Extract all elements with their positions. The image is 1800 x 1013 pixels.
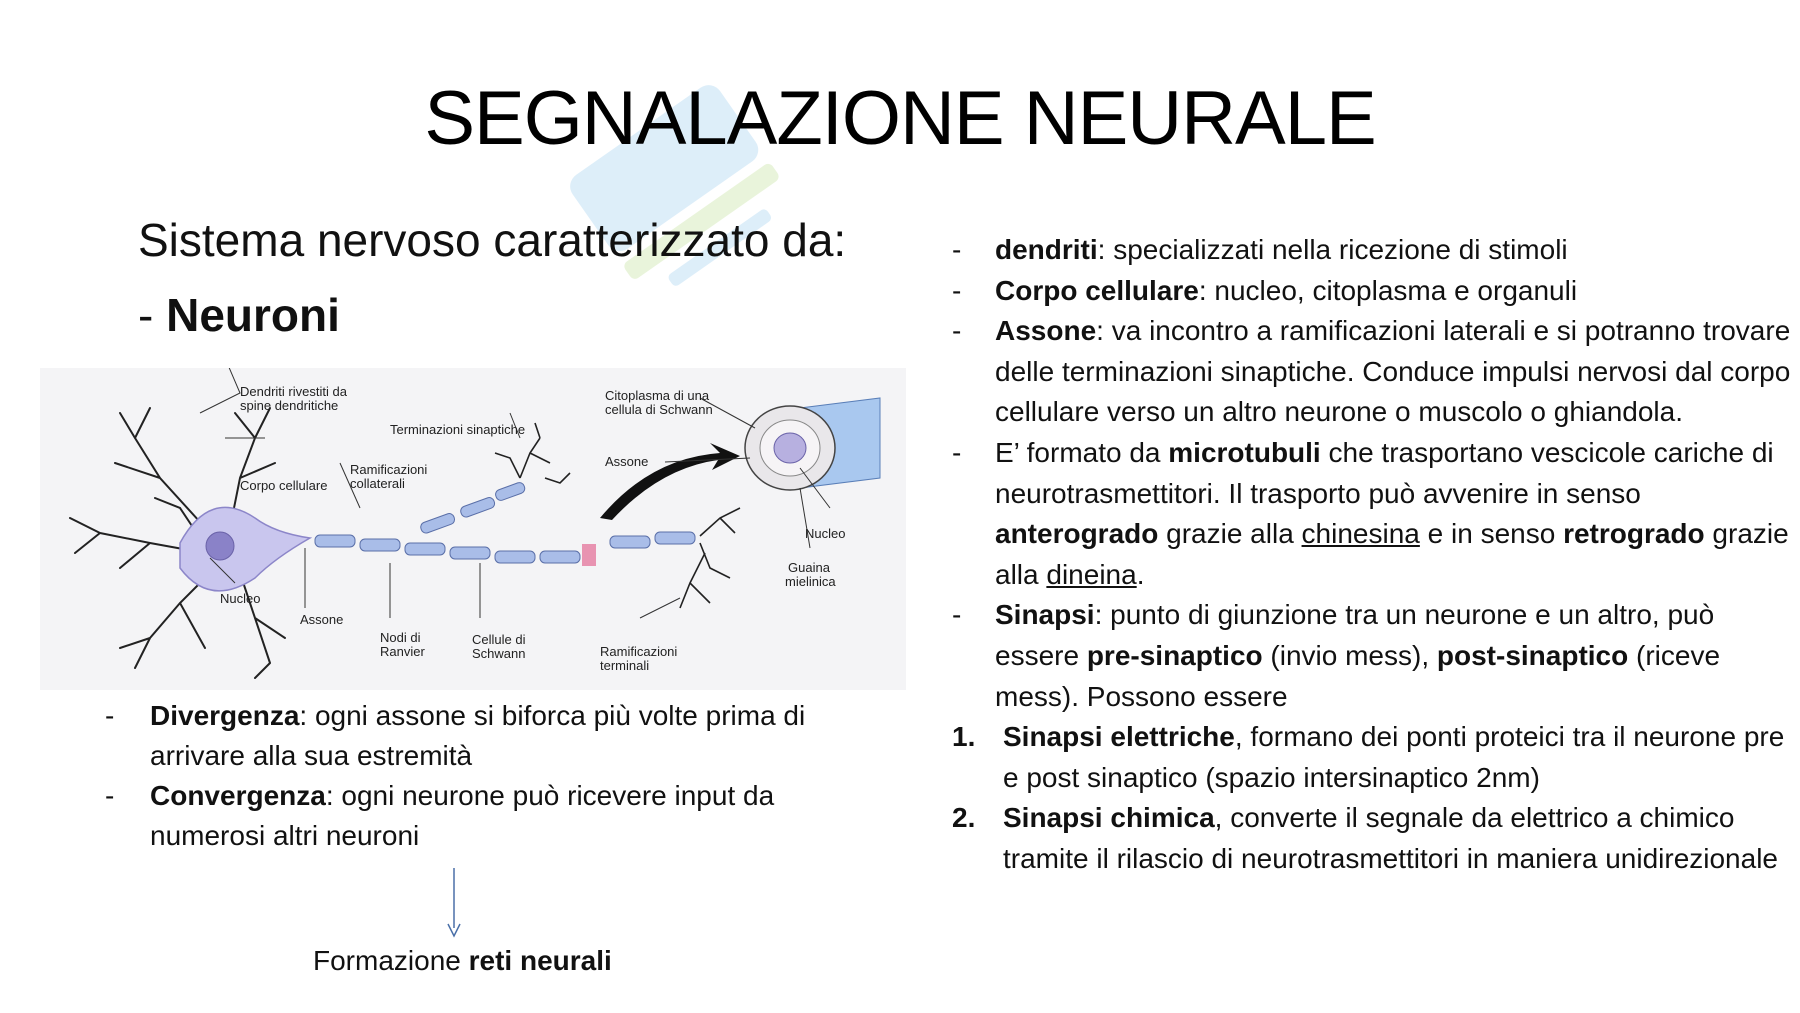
- list-item-convergenza: - Convergenza: ogni neurone può ricevere input da numerosi altri neuroni: [105, 780, 775, 851]
- label-dendriti: Dendriti rivestiti da spine dendritiche: [240, 384, 347, 413]
- down-arrow-icon: [444, 868, 464, 938]
- label-cellule-schwann: Cellule di Schwann: [472, 632, 526, 661]
- neuron-diagram: [40, 368, 906, 690]
- label-terminazioni: Terminazioni sinaptiche: [390, 422, 526, 437]
- label-ramificazioni-collaterali: Ramificazioni collaterali: [350, 462, 428, 491]
- cell-body: [180, 507, 310, 590]
- right-bullet-list: [948, 230, 1798, 880]
- myelin-cross-section: [745, 398, 880, 490]
- label-citoplasma: Citoplasma di una cellula di Schwann: [605, 388, 713, 417]
- numbered-item-elettriche: 1. Sinapsi elettriche, formano dei ponti proteici tra il neurone pre e post sinaptico (spazio intersinaptico 2nm): [952, 721, 1785, 793]
- page-title: SEGNALAZIONE NEURALE: [424, 76, 1376, 161]
- list-item-assone: - Assone: va incontro a ramificazioni laterali e si potranno trovare delle terminazioni sinaptiche. Conduce impulsi nervosi dal corpo cellulare verso un altro neurone o muscolo o ghiandola.: [952, 315, 1791, 428]
- label-assone: Assone: [300, 612, 344, 627]
- subtitle: Sistema nervoso caratterizzato da:: [138, 214, 847, 266]
- label-corpo: Corpo cellulare: [240, 478, 328, 493]
- left-bullet-list: [100, 696, 820, 856]
- label-nucleo: Nucleo: [220, 591, 261, 606]
- cut-section: [582, 544, 596, 566]
- terminal-branches: [495, 423, 740, 608]
- label-ramificazioni-terminali: Ramificazioni terminali: [600, 644, 678, 673]
- label-nodi: Nodi di Ranvier: [380, 630, 425, 659]
- nucleus: [206, 532, 234, 560]
- label-nucleo-cross: Nucleo: [805, 526, 846, 541]
- watermark-logo: [497, 8, 882, 403]
- neuroni-heading: - Neuroni: [138, 289, 340, 341]
- list-item-sinapsi: - Sinapsi: punto di giunzione tra un neurone e un altro, può essere pre-sinaptico (invio mess), post-sinaptico (riceve mess). Possono essere: [952, 599, 1721, 712]
- label-assone-cross: Assone: [605, 454, 649, 469]
- list-item-microtubuli: - E’ formato da microtubuli che trasportano vescicole cariche di neurotrasmettitori. Il trasporto può avvenire in senso anterogrado grazie alla chinesina e in senso retrogrado grazie alla dineina.: [952, 436, 1789, 590]
- list-item-divergenza: - Divergenza: ogni assone si biforca più volte prima di arrivare alla sua estremità: [105, 700, 806, 771]
- list-item-corpo: - Corpo cellulare: nucleo, citoplasma e organuli: [952, 274, 1578, 306]
- list-item-dendriti: - dendriti: specializzati nella ricezione di stimoli: [952, 234, 1568, 265]
- numbered-item-chimica: 2. Sinapsi chimica, converte il segnale da elettrico a chimico tramite il rilascio di neurotrasmettitori in maniera unidirezionale: [952, 802, 1778, 874]
- label-guaina: Guaina mielinica: [785, 560, 836, 589]
- formation-text: Formazione reti neurali: [313, 945, 612, 976]
